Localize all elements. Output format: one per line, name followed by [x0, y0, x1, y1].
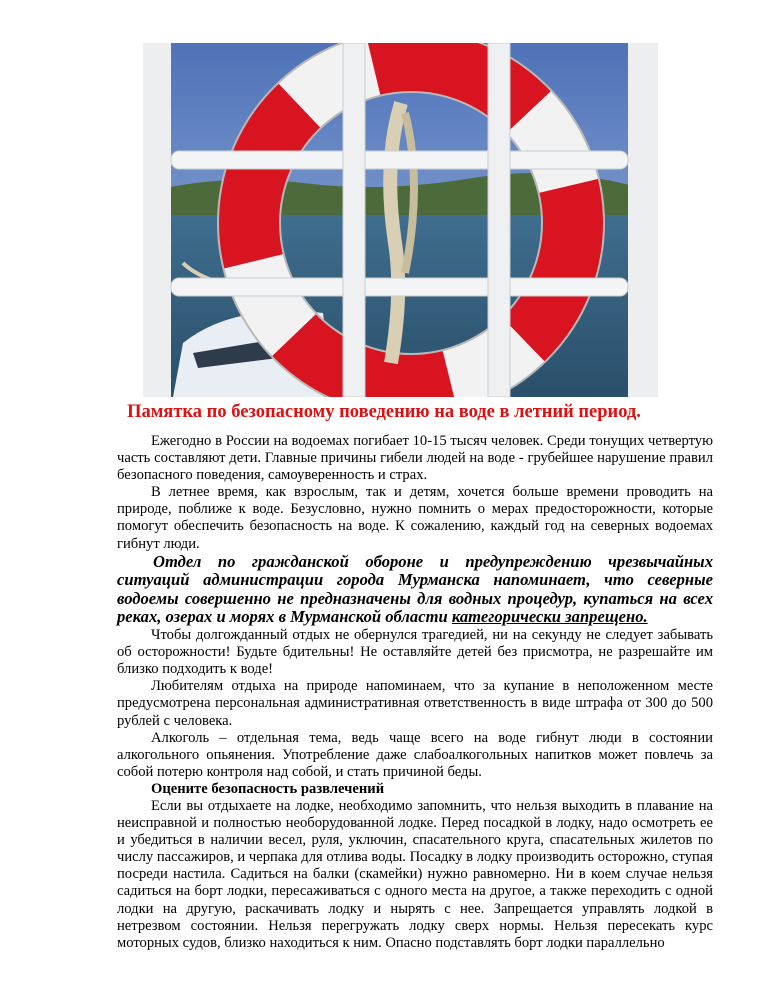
warning-paragraph	[117, 553, 713, 627]
warning-text: Отдел по гражданской обороне и предупреждению чрезвычайных ситуаций администрации города Мурманска напоминает, что северные водоемы совершенно не предназначены для водных процедур, купаться на всех реках, озерах и морях в Мурманской области	[117, 551, 713, 627]
paragraph-alcohol: Алкоголь – отдельная тема, ведь чаще всего на воде гибнут люди в состоянии алкогольного опьянения. Употребление даже слабоалкогольных напитков может повлечь за собой потерю контроля над собой, и стать причиной беды.	[117, 729, 713, 780]
warning-underlined: категорически запрещено.	[451, 607, 648, 627]
paragraph-summer: В летнее время, как взрослым, так и детям, хочется больше времени проводить на природе, поближе к воде. Безусловно, нужно помнить о мерах предосторожности, которые помогут обеспечить безопасность на воде. К сожалению, каждый год на северных водоемах гибнут люди.	[117, 484, 713, 552]
page-title: Памятка по безопасному поведению на воде в летний период.	[127, 402, 641, 422]
paragraph-intro: Ежегодно в России на водоемах погибает 10-15 тысяч человек. Среди тонущих четвертую часть составляют дети. Главные причины гибели людей на воде - грубейшее нарушение правил безопасного поведения, самоуверенность и страх.	[117, 433, 713, 484]
lifebuoy-photo	[143, 43, 658, 397]
paragraph-boat: Если вы отдыхаете на лодке, необходимо запомнить, что нельзя выходить в плавание на неисправной и полностью необорудованной лодке. Перед посадкой в лодку, надо осмотреть ее и убедиться в наличии весел, руля, уключин, спасательного круга, спасательных жилетов по числу пассажиров, и черпака для отлива воды. Посадку в лодку производить осторожно, ступая посреди настила. Садиться на балки (скамейки) нужно равномерно. Ни в коем случае нельзя садиться на борт лодки, пересаживаться с одного места на другое, а также переходить с одной лодки на другую, раскачивать лодку и нырять с нее. Запрещается управлять лодкой в нетрезвом состоянии. Нельзя перегружать лодку сверх нормы. Нельзя пересекать курс моторных судов, близко находиться к ним. Опасно подставлять борт лодки параллельно	[117, 797, 713, 951]
paragraph-fine: Любителям отдыха на природе напоминаем, что за купание в неположенном месте предусмотрена персональная административная ответственность в виде штрафа от 300 до 500 рублей с человека.	[117, 678, 713, 729]
memo-body	[117, 433, 713, 952]
paragraph-caution: Чтобы долгожданный отдых не обернулся трагедией, ни на секунду не следует забывать об осторожности! Будьте бдительны! Не оставляйте детей без присмотра, не разрешайте им близко подходить к воде!	[117, 627, 713, 678]
lifebuoy-illustration	[143, 43, 658, 397]
section-heading: Оцените безопасность развлечений	[151, 780, 385, 797]
